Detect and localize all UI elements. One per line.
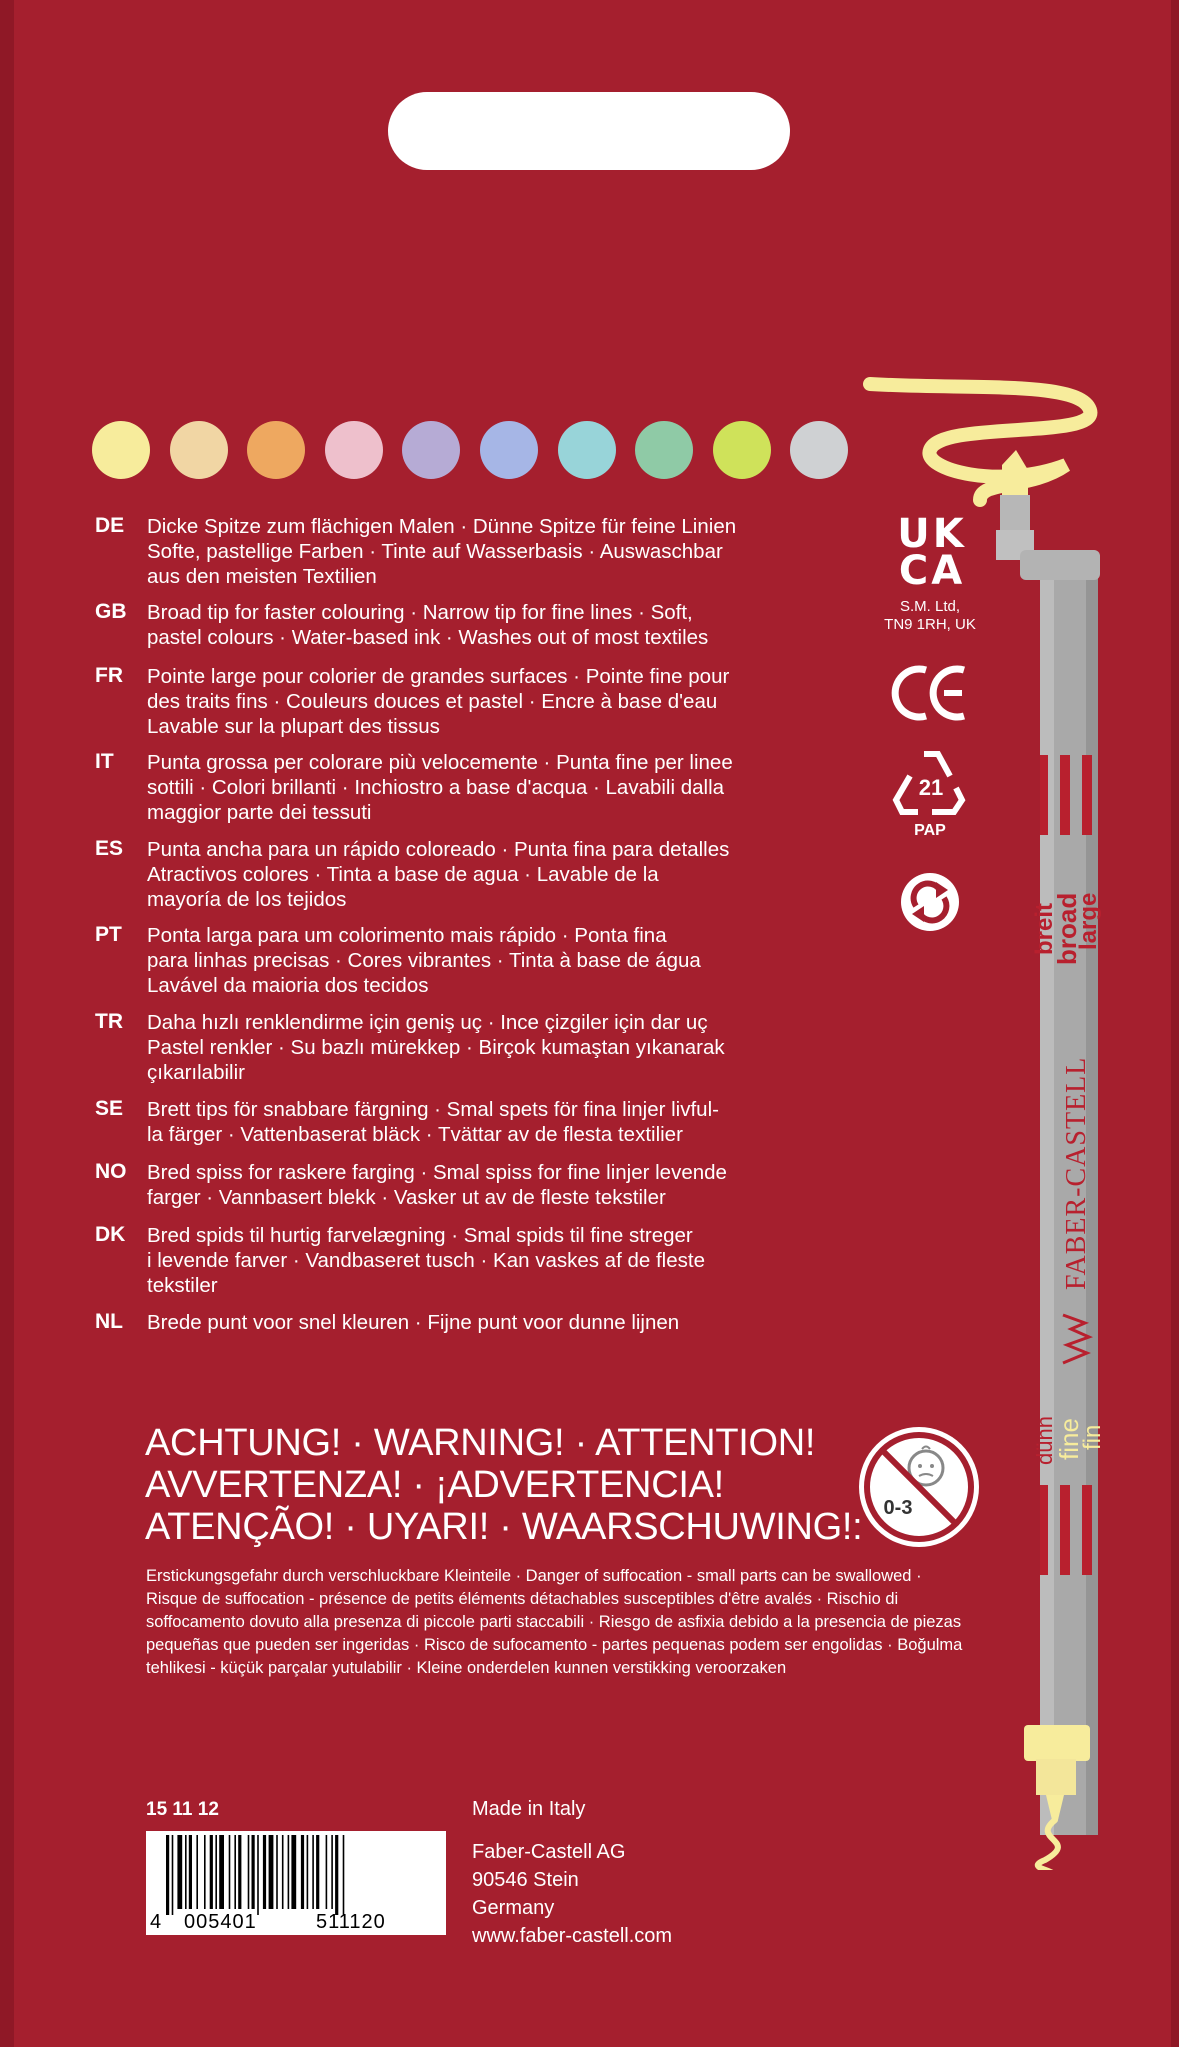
lang-code: TR: [95, 1010, 123, 1033]
scribble-top-icon: [870, 384, 1090, 500]
lang-code: FR: [95, 664, 123, 687]
pen-cap-top: [1000, 495, 1030, 535]
barcode-bar: [215, 1835, 217, 1909]
color-swatch: [713, 421, 771, 479]
barcode-bar: [257, 1835, 259, 1915]
barcode-digits-right: 511120: [316, 1911, 386, 1933]
lang-code: IT: [95, 750, 114, 773]
lang-line: Brett tips för snabbare färgning · Smal spets för fina linjer livful-: [147, 1098, 719, 1121]
pen-bottom-neck: [1036, 1759, 1076, 1795]
address-website: www.faber-castell.com: [472, 1925, 673, 1947]
lang-line: Punta grossa per colorare più velocemente · Punta fine per linee: [147, 751, 733, 774]
label-broad: broad: [1052, 892, 1082, 965]
lang-text: [147, 600, 947, 650]
lang-line: Brede punt voor snel kleuren · Fijne punt voor dunne lijnen: [147, 1311, 680, 1334]
color-swatch: [325, 421, 383, 479]
lang-line: Atractivos colores · Tinta a base de agua · Lavable de la: [147, 863, 659, 886]
color-swatch: [170, 421, 228, 479]
lang-text: [147, 1097, 947, 1147]
age-label: 0-3: [883, 1497, 913, 1519]
barcode-bar: [276, 1835, 278, 1909]
warning-line-1: ACHTUNG! · WARNING! · ATTENTION!: [145, 1422, 816, 1464]
color-swatch: [480, 421, 538, 479]
lang-text: [147, 664, 947, 739]
lang-line: Daha hızlı renklendirme için geniş uç · Ince çizgiler için dar uç: [147, 1011, 708, 1034]
hang-hole: [388, 92, 790, 170]
barcode-bar: [269, 1835, 274, 1909]
warning-line-2: AVVERTENZA! · ¡ADVERTENCIA!: [145, 1464, 724, 1506]
address-company: Faber-Castell AG: [472, 1841, 626, 1863]
lang-line: tekstiler: [147, 1274, 218, 1297]
lang-text: [147, 1160, 947, 1210]
barcode-bar: [326, 1835, 328, 1909]
label-fin: fin: [1079, 1424, 1106, 1450]
lang-line: Broad tip for faster colouring · Narrow tip for fine lines · Soft,: [147, 601, 693, 624]
pap-label: PAP: [914, 822, 946, 839]
barcode-bar: [307, 1835, 309, 1909]
ukca-top: UK: [897, 511, 967, 557]
lang-code: DK: [95, 1223, 126, 1246]
barcode-digits-left: 005401: [184, 1911, 257, 1933]
lang-code: NO: [95, 1160, 127, 1183]
barcode-bar: [177, 1835, 182, 1909]
color-swatch: [402, 421, 460, 479]
barcode-bar: [185, 1835, 187, 1909]
barcode-bar: [166, 1835, 169, 1915]
barcode-bar: [288, 1835, 290, 1909]
lang-line: Dicke Spitze zum flächigen Malen · Dünne Spitze für feine Linien: [147, 515, 737, 538]
barcode-bar: [301, 1835, 304, 1909]
color-swatch: [247, 421, 305, 479]
lang-line: Pastel renkler · Su bazlı mürekkep · Birçok kumaştan yıkanarak: [147, 1036, 725, 1059]
made-in: Made in Italy: [472, 1798, 586, 1820]
lang-code: ES: [95, 837, 124, 860]
label-breit: breit: [1031, 902, 1058, 955]
lang-line: la färger · Vattenbaserat bläck · Tvättar av de flesta textilier: [147, 1123, 683, 1146]
color-swatch: [558, 421, 616, 479]
lang-line: Bred spiss for raskere farging · Smal spiss for fine linjer levende: [147, 1161, 727, 1184]
barcode-bar: [343, 1835, 345, 1915]
ukca-address-line1: S.M. Ltd,: [899, 598, 961, 615]
barcode-bar: [312, 1835, 314, 1909]
barcode-bar: [252, 1835, 255, 1909]
lang-text: [147, 750, 947, 825]
barcode-bar: [248, 1835, 250, 1909]
barcode-bar: [316, 1835, 319, 1909]
color-swatch: [92, 421, 150, 479]
address-country: Germany: [472, 1897, 555, 1919]
barcode-bar: [189, 1835, 192, 1909]
barcode-digit-first: 4: [150, 1911, 162, 1933]
lang-text: [147, 923, 947, 998]
box-right-edge: [1171, 0, 1179, 2047]
color-swatch: [635, 421, 693, 479]
lang-code: PT: [95, 923, 122, 946]
ukca-bottom: CA: [898, 548, 966, 594]
barcode-bar: [204, 1835, 206, 1909]
barcode-bar: [238, 1835, 241, 1909]
lang-line: i levende farver · Vandbaseret tusch · Kan vaskes af de fleste: [147, 1249, 705, 1272]
warning-line-3: ATENÇÃO! · UYARI! · WAARSCHUWING!:: [145, 1506, 863, 1548]
lang-line: mayoría de los tejidos: [147, 888, 347, 911]
lang-line: farger · Vannbasert blekk · Vasker ut av de fleste tekstiler: [147, 1186, 666, 1209]
stripes-bottom: [1040, 1485, 1092, 1575]
barcode-bar: [335, 1835, 338, 1915]
lang-line: Bred spids til hurtig farvelægning · Smal spids til fine streger: [147, 1224, 693, 1247]
pen-brand: FABER-CASTELL: [1061, 1056, 1092, 1290]
lang-line: maggior parte dei tessuti: [147, 801, 372, 824]
lang-text: [147, 514, 947, 589]
barcode-bar: [331, 1835, 333, 1909]
lang-line: Ponta larga para um colorimento mais rápido · Ponta fina: [147, 924, 667, 947]
lang-text: [147, 1310, 947, 1335]
barcode-bar: [196, 1835, 198, 1909]
barcode-bar: [219, 1835, 224, 1909]
lang-code: SE: [95, 1097, 124, 1120]
label-fine: fine: [1054, 1418, 1084, 1460]
lang-text: [147, 1010, 947, 1085]
warning-headline: [145, 1422, 862, 1548]
label-duenn: dünn: [1032, 1416, 1057, 1465]
lang-code: GB: [95, 600, 127, 623]
lang-line: çıkarılabilir: [147, 1061, 245, 1084]
lang-line: Lavable sur la plupart des tissus: [147, 715, 440, 738]
warning-text: Erstickungsgefahr durch verschluckbare Kleinteile · Danger of suffocation - small parts can be swallowed · Risque de suffocation - présence de petits éléments détachables susceptibles d'être avalés · Rischio di soffocamento dovuto alla presenza di piccole parti staccabili · Riesgo de asfixia debido a la presencia de piezas pequeñas que pueden ser ingeridas · Risco de sufocamento - partes pequenas podem ser engolidas · Boğulma tehlikesi - küçük parçalar yutulabilir · Kleine onderdelen kunnen verstikking veroorzaken: [146, 1567, 963, 1677]
pap-number: 21: [918, 775, 944, 800]
article-number: 15 11 12: [146, 1799, 219, 1820]
lang-line: sottili · Colori brillanti · Inchiostro a base d'acqua · Lavabili dalla: [147, 776, 725, 799]
manufacturer-address: [472, 1838, 672, 1950]
box-left-edge: [0, 0, 14, 2047]
lang-code: NL: [95, 1310, 123, 1333]
barcode-bar: [234, 1835, 236, 1909]
lang-code: DE: [95, 514, 125, 537]
ukca-address-line2: TN9 1RH, UK: [884, 616, 976, 633]
barcode-bar: [210, 1835, 213, 1909]
pen-tip-top: [1002, 450, 1028, 500]
barcode-bar: [172, 1835, 174, 1915]
lang-text: [147, 1223, 947, 1298]
felt-pen-illustration: [850, 370, 1150, 1870]
lang-line: Pointe large pour colorier de grandes surfaces · Pointe fine pour: [147, 665, 730, 688]
address-city: 90546 Stein: [472, 1869, 579, 1891]
barcode-bar: [263, 1835, 266, 1909]
lang-line: aus den meisten Textilien: [147, 565, 377, 588]
lang-line: para linhas precisas · Cores vibrantes · Tinta à base de água: [147, 949, 701, 972]
lang-text: [147, 837, 947, 912]
barcode: [146, 1831, 446, 1935]
pen-neck-top: [1020, 550, 1100, 580]
lang-line: pastel colours · Water-based ink · Washes out of most textiles: [147, 626, 709, 649]
pen-bottom-cap: [1024, 1725, 1090, 1761]
lang-line: Lavável da maioria dos tecidos: [147, 974, 429, 997]
lang-line: des traits fins · Couleurs douces et pastel · Encre à base d'eau: [147, 690, 718, 713]
barcode-bar: [291, 1835, 296, 1909]
stripes-top: [1040, 755, 1092, 835]
barcode-bar: [282, 1835, 284, 1909]
lang-line: Softe, pastellige Farben · Tinte auf Wasserbasis · Auswaschbar: [147, 540, 723, 563]
barcode-bar: [229, 1835, 231, 1909]
color-swatch: [790, 421, 848, 479]
lang-line: Punta ancha para un rápido coloreado · Punta fina para detalles: [147, 838, 730, 861]
label-large: large: [1075, 892, 1102, 950]
